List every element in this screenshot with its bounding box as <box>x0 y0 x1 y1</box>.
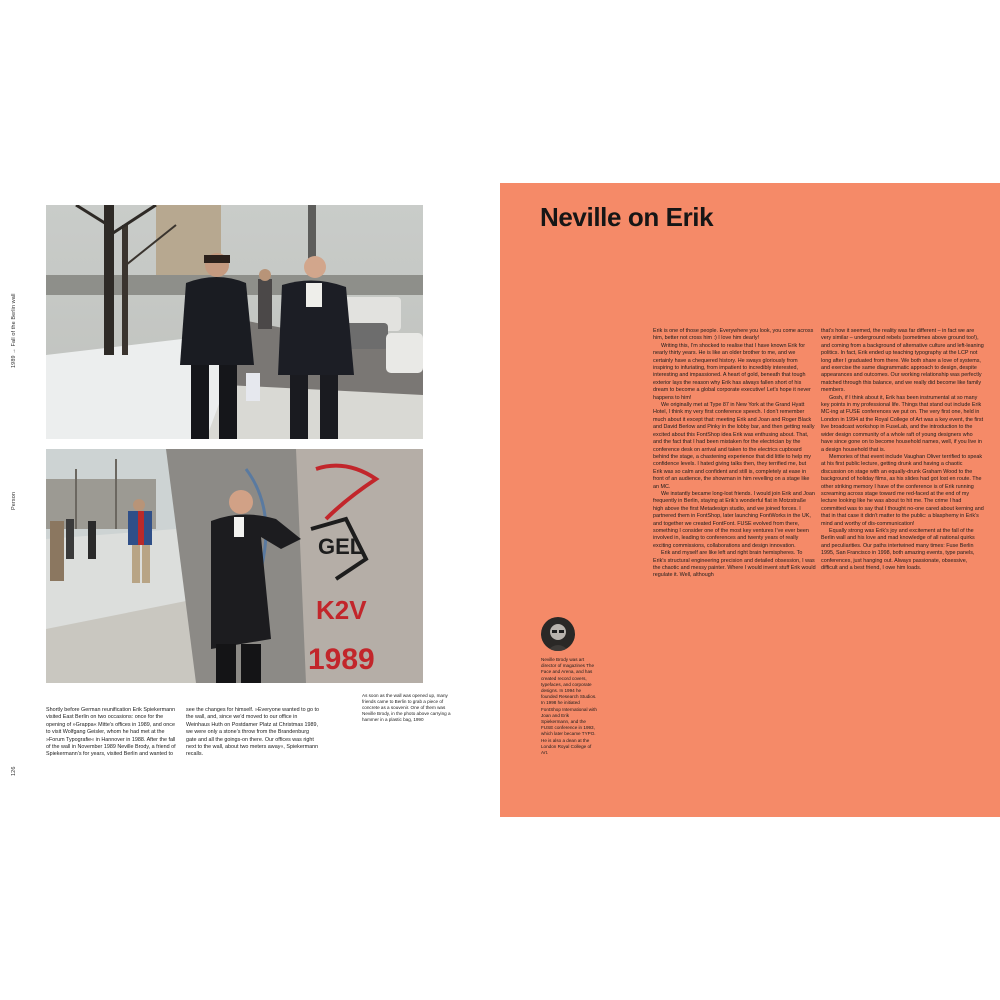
intro-text-col2 <box>186 707 320 759</box>
svg-text:GEL: GEL <box>318 534 364 559</box>
essay-col1 <box>653 328 816 580</box>
page-number: 126 <box>11 766 17 776</box>
intro-text-col1 <box>46 707 178 759</box>
essay-col1-p2: Writing this, I’m shocked to realise that I have known Erik for nearly thirty years. He is like an older brother to me, and we certainly have a chequered history. He sways gloriously from inspiring to infuriating, from impatient to incredibly interested, interesting and impassioned. A heart of gold, beneath that tough exterior lays the reason why Erik has always fallen short of his dream to become a global corporate executive! Let’s hope it never happens to him! <box>653 342 811 401</box>
svg-text:K2V: K2V <box>316 595 367 625</box>
photo-street-snow <box>46 205 423 439</box>
neville-brody-portrait <box>541 617 575 651</box>
intro-paragraph-1: Shortly before German reunification Erik Spiekermann visited East Berlin on two occasions: once for the opening of »Grappa« Mitte’s offices in 1989, and once to visit Wolfgang Geisler, whom he had met at the »Forum Typografie« in Hannover in 1988. After the fall of the wall in November 1989 Neville Brody, a friend of Spiekermann’s for years, visited Berlin and wanted to <box>46 707 176 758</box>
article-title: Neville on Erik <box>540 202 714 232</box>
author-bio: Neville Brody was art director of magazines The Face and Arena, and has created record covers, typefaces, and corporate designs. In 1994 he founded Research Studios. In 1998 he initiated FontShop International with Joan and Erik Spiekermann, and the FUSE conference in 1993, which later became TYPO. He is also a dean at the London Royal College of Art. <box>541 657 597 756</box>
left-page <box>0 183 500 817</box>
section-label: 1989 → Fall of the Berlin wall <box>11 293 17 368</box>
category-label: Person <box>11 491 17 510</box>
essay-col1-p4: We instantly became long-lost friends. I would join Erik and Joan frequently in Berlin, staying at Erik’s wonderful flat in Motzstraße high above the first Metadesign studio, and we joined forces. I partnered them in FontShop, later launching FontWorks in the UK, and together we created FontFont. FUSE evolved from there, something I consider one of the most key ventures I’ve ever been involved in, leading to conferences and twenty years of really exciting commissions, collaborations and design innovation. <box>653 490 815 549</box>
essay-col2-p4: Equally strong was Erik’s joy and excitement at the fall of the Berlin wall and his love and mad knowledge of all national quirks and peculiarities. Our paths intertwined many times: Fuse Berlin 1995, San Francisco in 1998, both amazing events, type panels, conferences, just hanging out. Always passionate, obsessive, difficult and a best friend, I owe him loads. <box>821 527 975 571</box>
svg-text:1989: 1989 <box>308 643 375 676</box>
essay-col1-p3: We originally met at Type 87 in New York at the Grand Hyatt Hotel, I think my very first conference speech. I don’t remember much about it except that: meeting Erik and Joan and Roger Black and David Berlow and Pinky in the lobby bar, and then getting really excited about this FontShop idea Erik was enthusing about. That, and the fact that I had been mistaken for the electrician by the conference desk on arrival and taken to the electrics cupboard behind the stage, a chastening experience that did little to help my confidence levels. I hated giving talks then, they terrified me, but Erik was so calm and confident and still is, completely at ease in front of an audience, the showman in him revelling on a stage like an MC. <box>653 402 815 490</box>
intro-paragraph-2: see the changes for himself. »Everyone wanted to go to the wall, and, since we’d moved to our office in Weinhaus Huth on Postdamer Platz at Christmas 1989, we were only a stone’s throw from the Brandenburg gate and all the goings-on there. Our offices was right next to the wall, about two meters away«, Spiekermann recalls. <box>186 707 320 758</box>
essay-col2 <box>821 328 984 572</box>
photo-caption: As soon as the wall was opened up, many friends came to Berlin to grab a piece of concrete as a souvenir. One of them was Neville Brody, in the photo above carrying a hammer in a plastic bag, 1990 <box>362 693 451 723</box>
essay-col1-p5: Erik and myself are like left and right brain hemispheres. To Erik’s structural engineering precision and detailed obsession, I was the chaotic and messy painter. Where I would invent stuff Erik would regulate it. Well, although <box>653 550 816 579</box>
photo-berlin-wall-image <box>46 449 423 683</box>
essay-col2-p3: Memories of that event include Vaughan Oliver terrified to speak at his first public lecture, getting drunk and having a chaotic discussion on stage with an equally-drunk Graham Wood to the background of holiday films, as his slides had got lost en route. The other striking memory I have of the conference is of Erik running screaming across stage toward me red-faced at the end of my lecture looking like he was about to hit me. The crime I had committed was to say that I thought no-one cared about kerning and that in that case it didn’t matter to the public: a blasphemy in Erik’s mind and worthy of dis-communication! <box>821 453 984 527</box>
photo-berlin-wall <box>46 449 423 683</box>
essay-col2-p1: that’s how it seemed, the reality was far different – in fact we are very similar – underground rebels (sometimes above ground too!), and coming from a background of alternative culture and left-leaning politics. In fact, Erik ended up teaching typography at the LCP not long after I graduated from there. We both share a love of systems, and exercise the same diagrammatic approach to design, despite appearances and outcomes. Our working relationship was perfectly matched through this balance, and we really did become like family members. <box>821 328 984 394</box>
essay-col1-p1: Erik is one of those people. Everywhere you look, you come across him, better not cross him :) I love him dearly! <box>653 328 814 342</box>
photo-street-snow-image <box>46 205 423 439</box>
essay-col2-p2: Gosh, if I think about it, Erik has been instrumental at so many key points in my professional life. Things that stand out include Erik MC-ing at FUSE conferences we put on. The very first one, held in London in 1994 at the Royal College of Art was a key event, the first live broadcast workshop in FuseLab, and the introduction to the wider design community of a whole raft of young designers who have since gone on to become household names, well, if you live in a design household that is. <box>821 394 984 453</box>
avatar-image <box>541 617 575 651</box>
